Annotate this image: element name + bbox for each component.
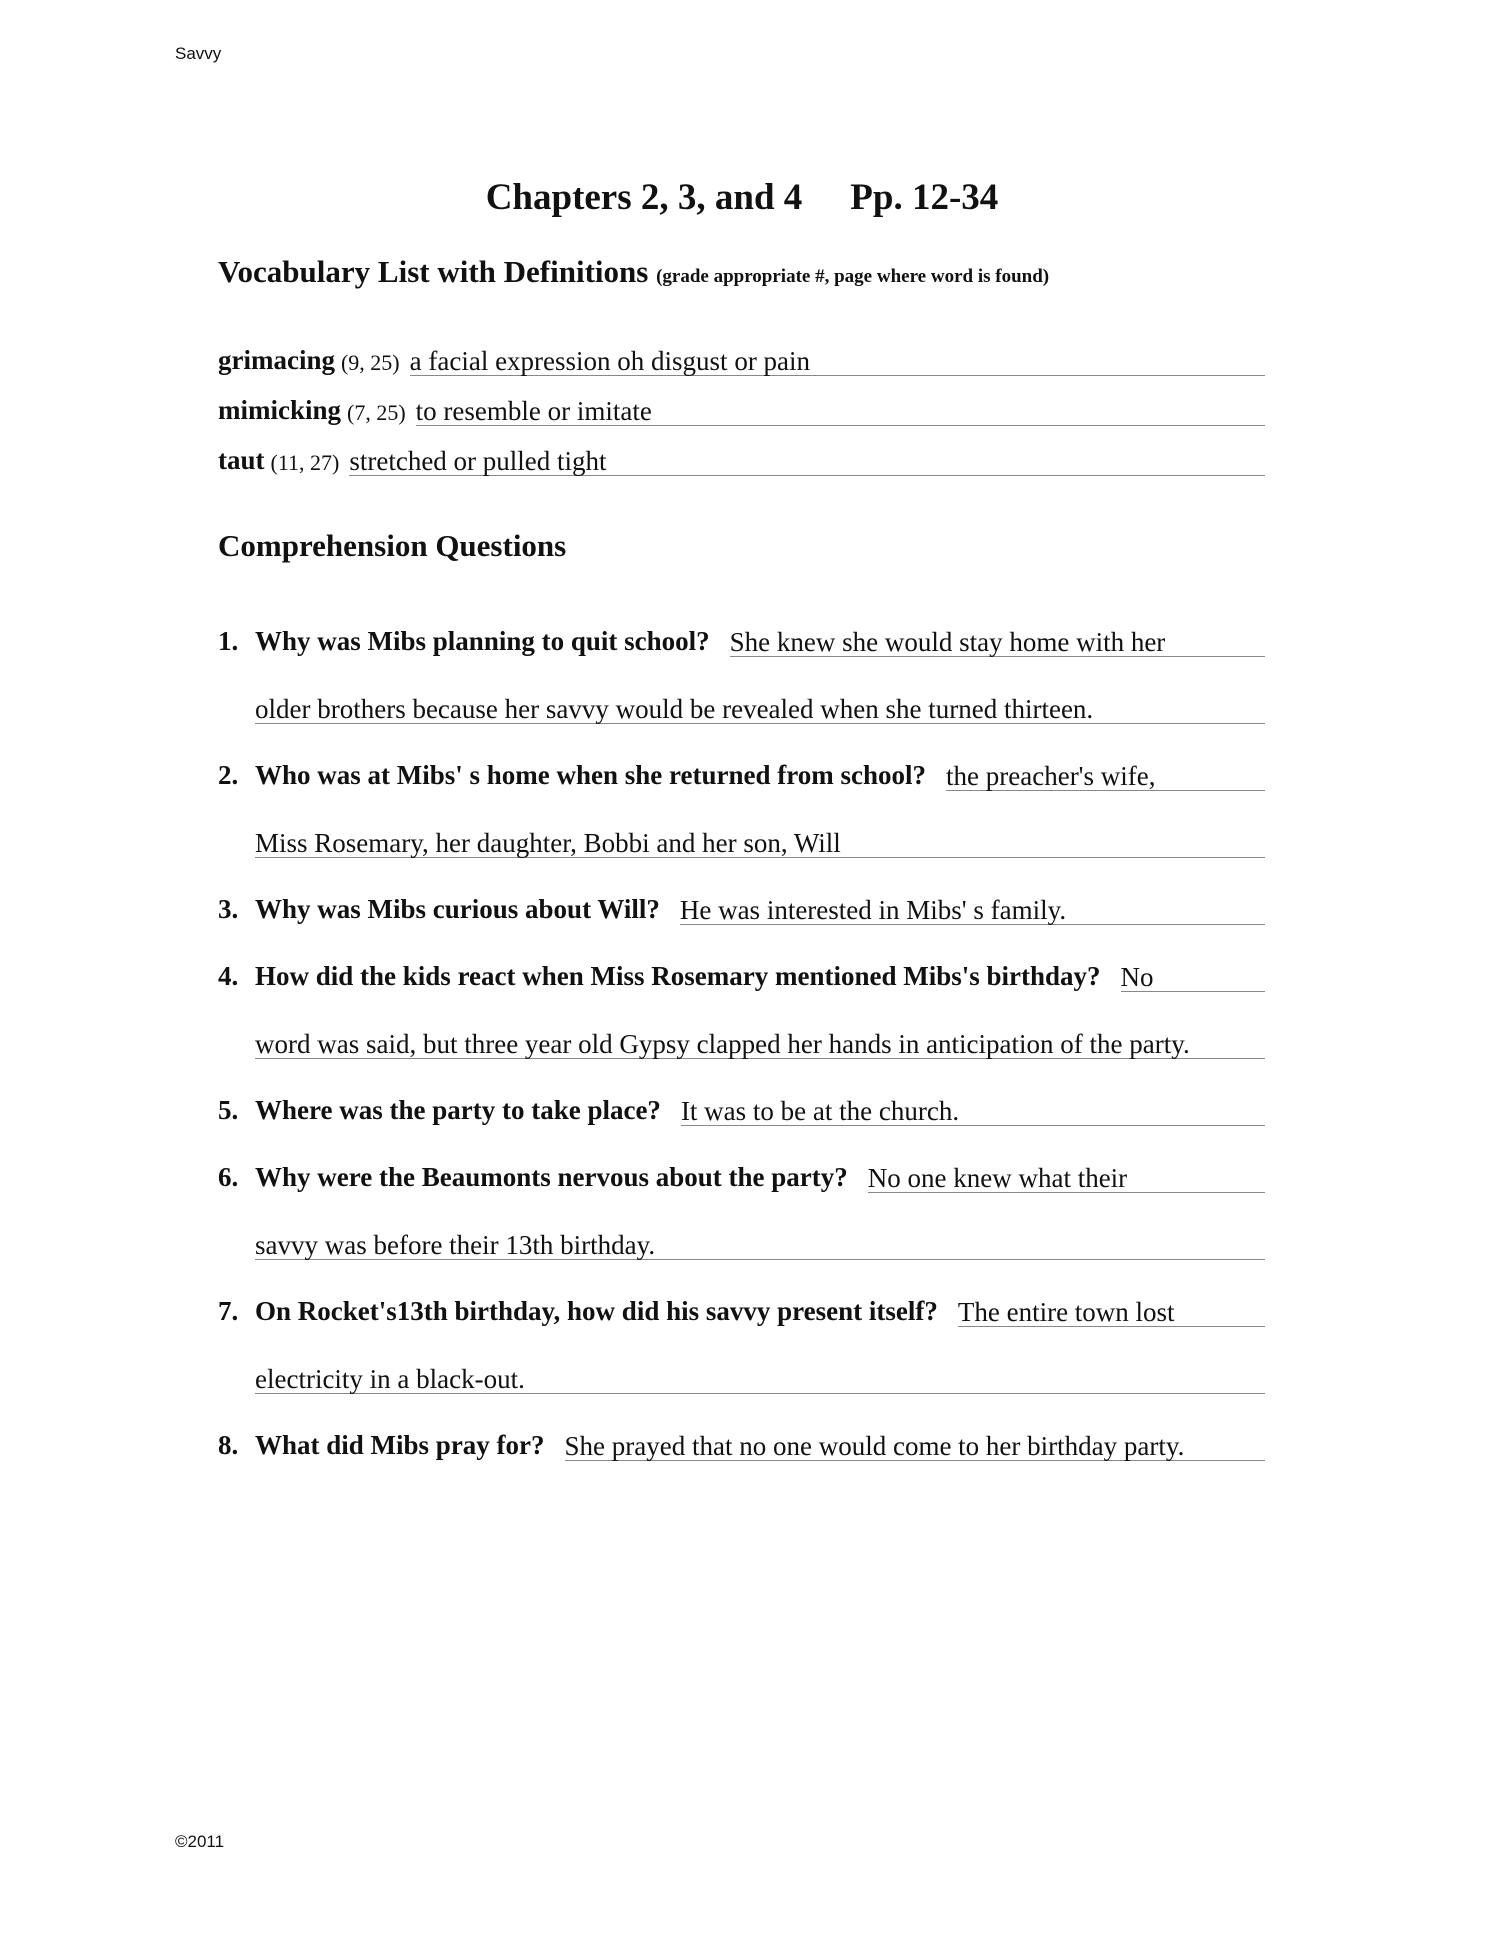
answer-continuation	[218, 1193, 1265, 1260]
question-text: Where was the party to take place?	[255, 1095, 661, 1125]
question-text: How did the kids react when Miss Rosemary mentioned Mibs's birthday?	[255, 961, 1101, 991]
answer-continuation	[218, 992, 1265, 1059]
answer-field[interactable]: He was interested in Mibs' s family.	[680, 896, 1265, 925]
answer-continuation	[218, 1327, 1265, 1394]
vocab-ref: (11, 27)	[270, 450, 340, 475]
question-number: 3.	[218, 894, 239, 924]
vocab-ref: (9, 25)	[340, 350, 400, 375]
definition-field[interactable]: a facial expression oh disgust or pain	[410, 347, 1265, 376]
comprehension-heading: Comprehension Questions	[218, 528, 567, 563]
question-item	[218, 1126, 1265, 1193]
question-text: On Rocket's13th birthday, how did his savvy present itself?	[255, 1296, 938, 1326]
question-item	[218, 925, 1265, 992]
question-text: What did Mibs pray for?	[255, 1430, 545, 1460]
copyright: ©2011	[175, 1832, 225, 1851]
question-number: 5.	[218, 1095, 239, 1125]
pages-label: Pp. 12-34	[850, 177, 999, 218]
definition-field[interactable]: to resemble or imitate	[416, 397, 1265, 426]
answer-field-continued[interactable]: electricity in a black-out.	[255, 1365, 1265, 1394]
question-item	[218, 724, 1265, 791]
vocab-word: taut	[218, 445, 265, 475]
question-number: 1.	[218, 626, 239, 656]
answer-field-continued[interactable]: Miss Rosemary, her daughter, Bobbi and her son, Will	[255, 829, 1265, 858]
question-item	[218, 590, 1265, 657]
question-item	[218, 1394, 1265, 1461]
vocab-word: mimicking	[218, 395, 342, 425]
answer-field-continued[interactable]: savvy was before their 13th birthday.	[255, 1231, 1265, 1260]
answer-continuation	[218, 791, 1265, 858]
vocab-item	[218, 376, 1265, 426]
answer-field[interactable]: The entire town lost	[958, 1298, 1265, 1327]
answer-field[interactable]: No	[1121, 963, 1265, 992]
question-item	[218, 1059, 1265, 1126]
question-list	[218, 590, 1265, 1461]
page-title	[0, 176, 1484, 219]
vocab-item	[218, 326, 1265, 376]
answer-field-continued[interactable]: word was said, but three year old Gypsy clapped her hands in anticipation of the party.	[255, 1030, 1265, 1059]
answer-continuation	[218, 657, 1265, 724]
answer-field[interactable]: No one knew what their	[868, 1164, 1265, 1193]
vocab-word: grimacing	[218, 345, 335, 375]
chapters-label: Chapters 2, 3, and 4	[485, 177, 803, 218]
vocab-heading-text: Vocabulary List with Definitions	[218, 254, 649, 289]
definition-field[interactable]: stretched or pulled tight	[349, 447, 1265, 476]
vocab-item	[218, 426, 1265, 476]
question-text: Why was Mibs curious about Will?	[255, 894, 660, 924]
question-number: 4.	[218, 961, 239, 991]
question-number: 8.	[218, 1430, 239, 1460]
vocab-heading	[218, 254, 1049, 290]
question-text: Why were the Beaumonts nervous about the party?	[255, 1162, 848, 1192]
answer-field-continued[interactable]: older brothers because her savvy would be revealed when she turned thirteen.	[255, 695, 1265, 724]
vocab-ref: (7, 25)	[347, 400, 406, 425]
answer-field[interactable]: She prayed that no one would come to her birthday party.	[565, 1432, 1265, 1461]
vocab-list	[218, 326, 1265, 476]
question-text: Who was at Mibs' s home when she returned from school?	[255, 760, 927, 790]
question-item	[218, 1260, 1265, 1327]
question-item	[218, 858, 1265, 925]
answer-field[interactable]: It was to be at the church.	[681, 1097, 1265, 1126]
question-number: 7.	[218, 1296, 239, 1326]
vocab-note: (grade appropriate #, page where word is found)	[656, 266, 1050, 287]
question-number: 6.	[218, 1162, 239, 1192]
answer-field[interactable]: the preacher's wife,	[946, 762, 1265, 791]
question-number: 2.	[218, 760, 239, 790]
page-header: Savvy	[175, 44, 222, 63]
answer-field[interactable]: She knew she would stay home with her	[730, 628, 1265, 657]
question-text: Why was Mibs planning to quit school?	[255, 626, 710, 656]
